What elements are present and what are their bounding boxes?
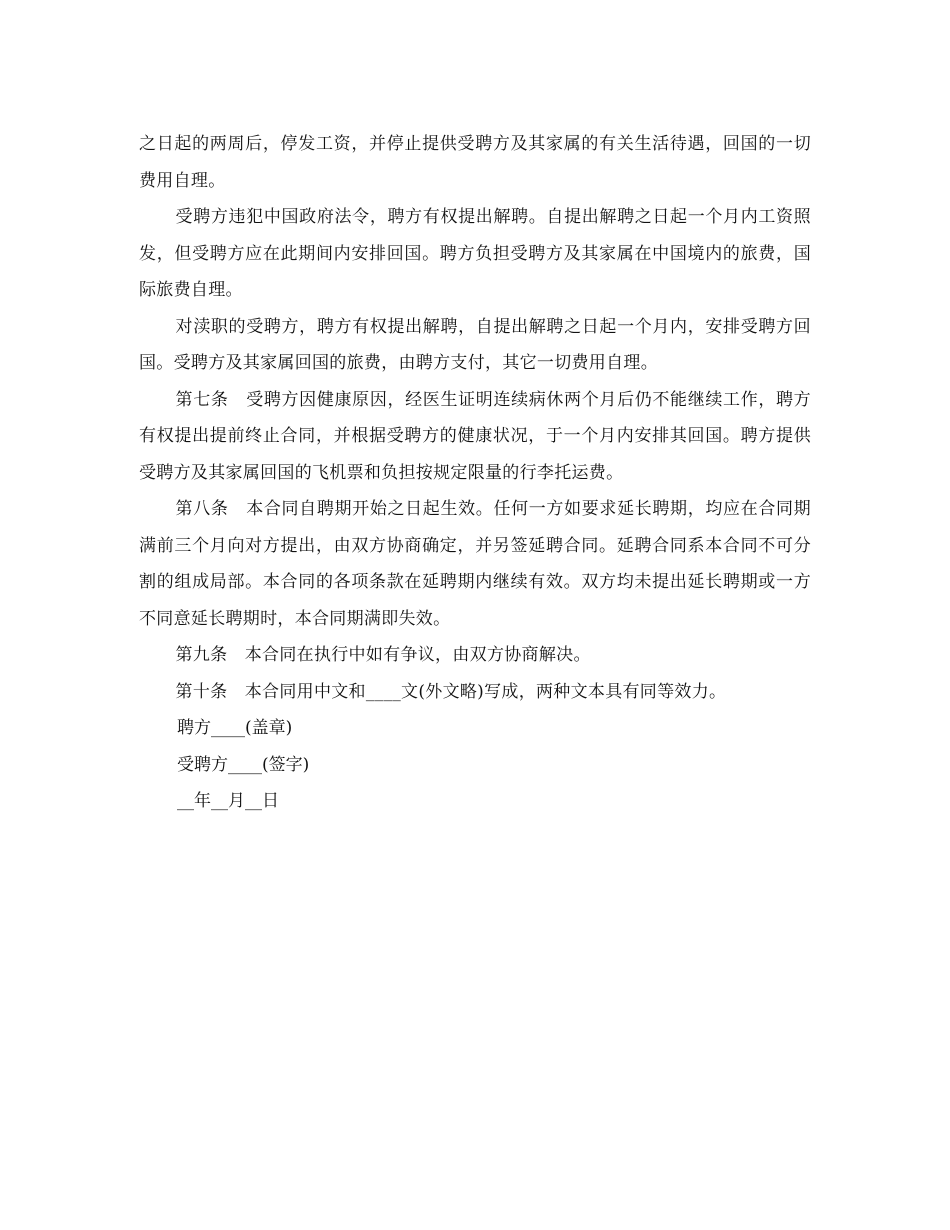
paragraph-article-9: 第九条 本合同在执行中如有争议，由双方协商解决。 — [175, 645, 591, 665]
paragraph-neglect-dismissal: 对渎职的受聘方，聘方有权提出解聘，自提出解聘之日起一个月内，安排受聘方回国。受聘方及其家属回国的旅费，由聘方支付，其它一切费用自理。 — [139, 316, 811, 373]
paragraph-article-7: 第七条 受聘方因健康原因，经医生证明连续病休两个月后仍不能继续工作，聘方有权提出提前终止合同，并根据受聘方的健康状况，于一个月内安排其回国。聘方提供受聘方及其家属回国的飞机票和负担按规定限量的行李托运费。 — [139, 389, 811, 483]
signature-employer: 聘方____(盖章) — [177, 718, 293, 738]
contract-body — [139, 126, 811, 820]
paragraph-violation-dismissal: 受聘方违犯中国政府法令，聘方有权提出解聘。自提出解聘之日起一个月内工资照发，但受聘方应在此期间内安排回国。聘方负担受聘方及其家属在中国境内的旅费，国际旅费自理。 — [139, 207, 811, 300]
paragraph-article-8: 第八条 本合同自聘期开始之日起生效。任何一方如要求延长聘期，均应在合同期满前三个月向对方提出，由双方协商确定，并另签延聘合同。延聘合同系本合同不可分割的组成局部。本合同的各项条款在延聘期内继续有效。双方均未提出延长聘期或一方不同意延长聘期时，本合同期满即失效。 — [139, 499, 811, 629]
paragraph-continuation: 之日起的两周后，停发工资，并停止提供受聘方及其家属的有关生活待遇，回国的一切费用自理。 — [139, 134, 811, 191]
signature-date: __年__月__日 — [177, 791, 279, 811]
signature-employee: 受聘方____(签字) — [177, 754, 310, 775]
paragraph-article-10: 第十条 本合同用中文和____文(外文略)写成，两种文本具有同等效力。 — [175, 681, 727, 702]
